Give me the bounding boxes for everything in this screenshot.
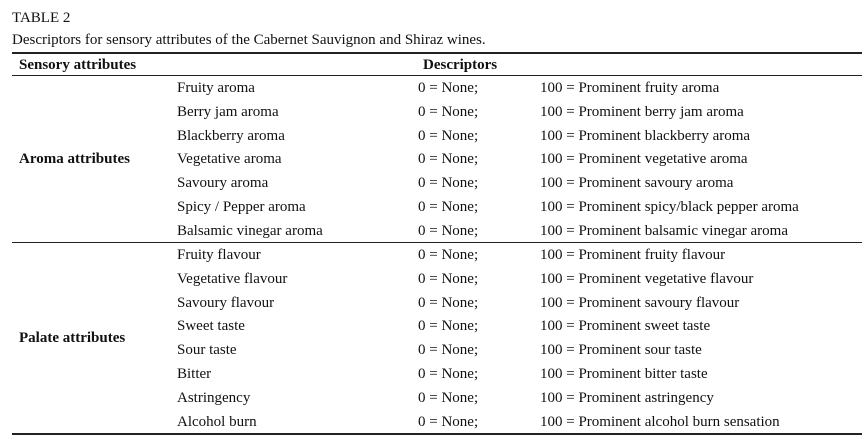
table-row — [0, 294, 868, 318]
high-anchor-cell: 100 = Prominent alcohol burn sensation — [540, 413, 780, 430]
low-anchor-cell: 0 = None; — [418, 175, 479, 192]
attribute-cell: Spicy / Pepper aroma — [177, 199, 306, 215]
table-row — [0, 365, 868, 389]
attribute-cell: Fruity aroma — [177, 80, 255, 96]
header-col-sensory-attributes: Sensory attributes — [19, 57, 137, 73]
low-anchor-cell: 0 = None; — [418, 103, 479, 120]
low-anchor-cell: 0 = None; — [418, 294, 479, 311]
high-anchor-cell: 100 = Prominent balsamic vinegar aroma — [540, 222, 788, 239]
low-anchor-cell: 0 = None; — [418, 247, 479, 263]
high-anchor-cell: 100 = Prominent sweet taste — [540, 318, 711, 335]
high-anchor-cell: 100 = Prominent vegetative flavour — [540, 270, 754, 287]
low-anchor-cell: 0 = None; — [418, 342, 479, 359]
attribute-cell: Vegetative aroma — [177, 151, 282, 168]
table-row — [0, 246, 868, 270]
table-row — [0, 198, 868, 222]
high-anchor-cell: 100 = Prominent fruity flavour — [540, 247, 726, 263]
attribute-cell: Berry jam aroma — [177, 103, 279, 120]
low-anchor-cell: 0 = None; — [418, 318, 479, 335]
table-title: Descriptors for sensory attributes of the Cabernet Sauvignon and Shiraz wines. — [12, 32, 486, 48]
table-row — [0, 174, 868, 198]
low-anchor-cell: 0 = None; — [418, 389, 479, 406]
high-anchor-cell: 100 = Prominent spicy/black pepper aroma — [540, 199, 799, 215]
top-rule — [12, 52, 862, 54]
low-anchor-cell: 0 = None; — [418, 366, 479, 382]
table-label: TABLE 2 — [12, 10, 71, 26]
low-anchor-cell: 0 = None; — [418, 222, 479, 239]
high-anchor-cell: 100 = Prominent fruity aroma — [540, 80, 720, 96]
attribute-cell: Alcohol burn — [177, 413, 257, 430]
low-anchor-cell: 0 = None; — [418, 127, 479, 144]
table-row — [0, 79, 868, 103]
high-anchor-cell: 100 = Prominent berry jam aroma — [540, 103, 744, 120]
attribute-cell: Astringency — [177, 389, 251, 406]
table-row — [0, 389, 868, 413]
attribute-cell: Sweet taste — [177, 318, 245, 335]
group-label-palate: Palate attributes — [19, 330, 126, 346]
group-label-aroma: Aroma attributes — [19, 151, 130, 167]
high-anchor-cell: 100 = Prominent savoury aroma — [540, 175, 734, 192]
attribute-cell: Blackberry aroma — [177, 127, 285, 144]
attribute-cell: Balsamic vinegar aroma — [177, 222, 323, 239]
table-row — [0, 103, 868, 127]
attribute-cell: Bitter — [177, 366, 212, 382]
header-col-descriptors: Descriptors — [423, 57, 498, 73]
low-anchor-cell: 0 = None; — [418, 413, 479, 430]
table-row — [0, 270, 868, 294]
low-anchor-cell: 0 = None; — [418, 199, 479, 215]
high-anchor-cell: 100 = Prominent astringency — [540, 389, 714, 406]
high-anchor-cell: 100 = Prominent sour taste — [540, 342, 702, 359]
attribute-cell: Savoury flavour — [177, 294, 275, 311]
table-row — [0, 222, 868, 246]
attribute-cell: Savoury aroma — [177, 175, 269, 192]
high-anchor-cell: 100 = Prominent bitter taste — [540, 366, 708, 382]
table-row — [0, 341, 868, 365]
attribute-cell: Fruity flavour — [177, 247, 261, 263]
high-anchor-cell: 100 = Prominent vegetative aroma — [540, 151, 748, 168]
header-rule — [12, 75, 862, 76]
table-row — [0, 317, 868, 341]
attribute-cell: Vegetative flavour — [177, 270, 288, 287]
table-row — [0, 127, 868, 151]
attribute-cell: Sour taste — [177, 342, 237, 359]
table-row — [0, 413, 868, 437]
table-row — [0, 150, 868, 174]
high-anchor-cell: 100 = Prominent savoury flavour — [540, 294, 740, 311]
high-anchor-cell: 100 = Prominent blackberry aroma — [540, 127, 751, 144]
low-anchor-cell: 0 = None; — [418, 80, 479, 96]
low-anchor-cell: 0 = None; — [418, 270, 479, 287]
low-anchor-cell: 0 = None; — [418, 151, 479, 168]
